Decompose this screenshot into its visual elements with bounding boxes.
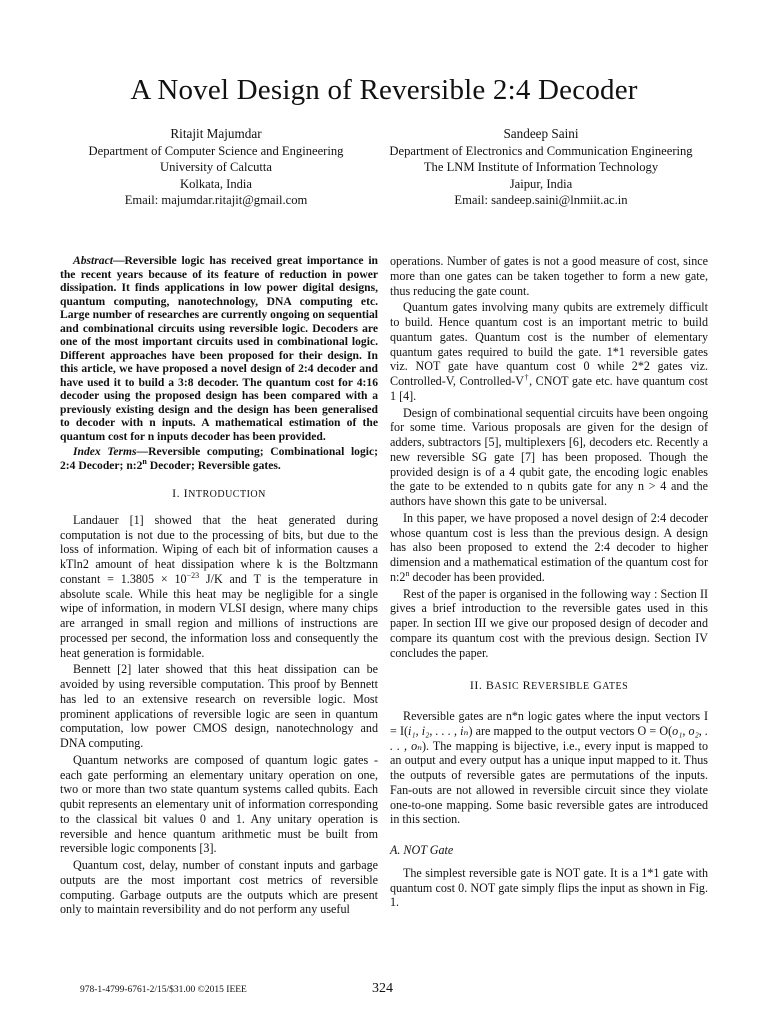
index-terms — [60, 445, 378, 472]
author-name: Ritajit Majumdar — [170, 126, 262, 141]
section2-paragraph-1: Reversible gates are n*n logic gates where the input vectors I = I(i₁, i₂, . . . , iₙ) are mapped to the output vectors O = O(o₁, o₂, . . . , oₙ). The mapping is bijective, i.e., every input is mapped to an output and every output has a unique input mapped to it. Thus the outputs of reversible gates are permutations of the inputs. Fan-outs are not allowed in reversible circuit since they violate one-to-one mapping. Some basic reversible gates are introduced in this section. — [390, 709, 709, 827]
subsection-heading-not-gate: A. NOT Gate — [390, 843, 454, 857]
index-terms-text-b: Decoder; Reversible gates. — [146, 458, 281, 472]
right-paragraph-0: operations. Number of gates is not a good measure of cost, since more than one gates can be taken together to form a new gate, thus reducing the gate count. — [390, 254, 708, 298]
right-paragraph-2: Design of combinational sequential circuits have been ongoing for some time. Various proposals are given for the design of adders, subtractors [5], multiplexers [6], decoders etc. Recently a new reversible SG gate [7] has been proposed. Though the provided design is of a 4 qubit gate, the encoding logic enables the gate to be extended to n qubits gate for any n > 4 and the authors have shown this gate to be universal. — [390, 405, 708, 508]
not-gate-paragraph: The simplest reversible gate is NOT gate. It is a 1*1 gate with quantum cost 0. NOT gate simply flips the input as shown in Fig. 1. — [390, 865, 708, 910]
page-number: 324 — [372, 981, 393, 996]
author-department: Department of Computer Science and Engineering — [88, 143, 344, 158]
index-terms-text-a: —Reversible computing; Combinational logic; 2:4 Decoder; n:2 — [60, 445, 378, 472]
index-terms-lead: Index Terms — [73, 445, 137, 458]
paper-title: A Novel Design of Reversible 2:4 Decoder — [130, 74, 638, 106]
author-name: Sandeep Saini — [503, 126, 579, 141]
author-email: Email: majumdar.ritajit@gmail.com — [124, 193, 308, 207]
copyright-footer: 978-1-4799-6761-2/15/$31.00 ©2015 IEEE — [80, 985, 247, 995]
author-block-1 — [46, 126, 386, 209]
author-location: Jaipur, India — [509, 176, 573, 191]
intro-paragraph-4: Quantum cost, delay, number of constant inputs and garbage outputs are the most important cost metrics of reversible computing. Garbage outputs are the outputs which are present only to maintain reversibility and do not perform any useful — [60, 858, 378, 917]
author-location: Kolkata, India — [179, 176, 253, 191]
right-paragraph-4: Rest of the paper is organised in the following way : Section II gives a brief introduction to the reversible gates used in this paper. In section III we give our proposed design of decoder and compare its quantum cost with the previous design. Section IV concludes the paper. — [390, 586, 708, 660]
author-institution: The LNM Institute of Information Technology — [423, 160, 659, 174]
right-paragraph-1: Quantum gates involving many qubits are extremely difficult to build. Hence quantum cost is an important metric to build quantum gates. Quantum cost is the number of elementary quantum gates required to build the gate. 1*1 reversible gates viz. NOT gate have quantum cost 0 while 2*2 gates viz. Controlled-V, Controlled-V†, CNOT gate etc. have quantum cost 1 [4]. — [390, 300, 709, 403]
section-heading-introduction: I. INTRODUCTION — [172, 486, 266, 500]
left-column — [60, 254, 378, 919]
intro-paragraph-3: Quantum networks are composed of quantum logic gates - each gate performing an elementary unitary operation on one, two or more than two state quantum systems called qubits. Each qubit represents an elementary unit of information corresponding to the classical bit values 0 and 1. Any unitary operation is reversible and hence quantum arithmetic must be built from reversible logic components [3]. — [60, 752, 378, 856]
intro-paragraph-2: Bennett [2] later showed that this heat dissipation can be avoided by using reversible computation. This proof by Bennett has led to an extensive research on reversible logic. Most prominent applications of reversible logic are seen in quantum computation, low power CMOS design, nanotechnology and DNA computing. — [60, 662, 378, 750]
right-column — [390, 254, 708, 912]
author-block-2 — [356, 126, 726, 209]
abstract-text: —Reversible logic has received great importance in the recent years because of its feature of reduction in power dissipation. It finds applications in low power digital designs, quantum computing, nanotechnology, DNA computing etc. Large number of researches are currently ongoing on sequential and combinational circuits using reversible logic. Decoders are one of the most important circuits used in combinational logic. Different approaches have been proposed for their design. In this article, we have proposed a novel design of 2:4 decoder and have used it to build a 3:8 decoder. The quantum cost for 4:16 decoder using the proposed design has been compared with a previously existing design and the design has been generalised to decoder with n inputs. A mathematical estimation of the quantum cost for n inputs decoder has been provided. — [60, 254, 378, 443]
intro-paragraph-1: Landauer [1] showed that the heat generated during computation is not due to the processing of bits, but due to the loss of information. Wiping of each bit of information causes a kTln2 amount of heat dissipation where k is the Boltzmann constant = $1.3805 \times 10^{-23}$ J/K and T is the temperature in absolute scale. While this heat may be negligible for a single wipe of information, in modern VLSI design, where many chips are arranged in small region and millions of instructions are processed per second, the information loss and consequently the heat generation is formidable. — [60, 512, 378, 660]
author-department: Department of Electronics and Communication Engineering — [389, 143, 693, 158]
section-heading-basic-reversible-gates: II. BASIC REVERSIBLE GATES — [469, 678, 629, 693]
author-email: Email: sandeep.saini@lnmiit.ac.in — [454, 193, 628, 207]
author-institution: University of Calcutta — [160, 160, 272, 174]
abstract-lead: Abstract — [73, 254, 113, 267]
abstract — [60, 254, 378, 443]
index-terms-sup: n — [142, 456, 147, 466]
right-paragraph-3: In this paper, we have proposed a novel design of 2:4 decoder whose quantum cost is less than the previous design. A design has also been proposed to extend the 2:4 decoder to higher dimension and a mathematical estimation of the quantum cost for n:2$^n$ decoder has been provided. — [390, 510, 708, 584]
